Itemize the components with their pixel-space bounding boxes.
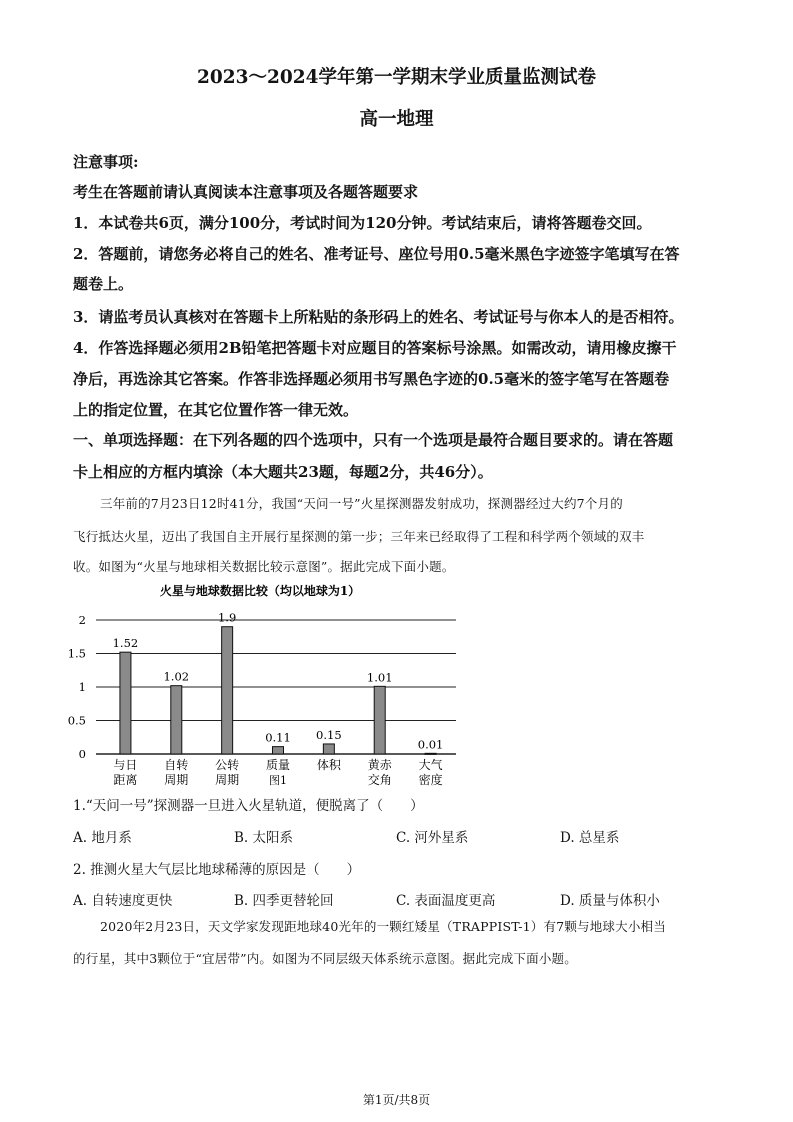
question-1-option-b[interactable]: B. 太阳系 (234, 830, 294, 846)
x-tick-label: 黄赤 (367, 758, 392, 772)
bar-2 (222, 627, 233, 754)
notice-item-3: 3．请监考员认真核对在答题卡上所粘贴的条形码上的姓名、考试证号与你本人的是否相符。 (73, 308, 684, 326)
y-tick-label: 0 (78, 747, 86, 761)
y-tick-label: 1.5 (67, 646, 86, 661)
question-1-option-c[interactable]: C. 河外星系 (396, 830, 469, 846)
bar-value-label: 0.15 (316, 727, 342, 742)
page-number: 第1页/共8页 (362, 1093, 431, 1107)
section-heading-line-1: 一、单项选择题：在下列各题的四个选项中，只有一个选项是最符合题目要求的。请在答题 (73, 431, 674, 449)
passage-2-line-1: 2020年2月23日，天文学家发现距地球40光年的一颗红矮星（TRAPPIST-1）有7颗与地球大小相当 (100, 919, 666, 934)
notice-heading: 注意事项: (73, 153, 139, 171)
question-2-option-b[interactable]: B. 四季更替轮回 (234, 893, 334, 909)
bar-3 (273, 747, 284, 754)
x-tick-label-line-2: 交角 (367, 773, 392, 787)
subject-title: 高一地理 (359, 109, 434, 130)
bar-6 (425, 753, 436, 754)
bar-5 (374, 686, 385, 754)
x-tick-label-line-2: 密度 (418, 773, 443, 787)
passage-2-line-2: 的行星，其中3颗位于“宜居带”内。如图为不同层级天体系统示意图。据此完成下面小题。 (73, 951, 577, 966)
notice-item-4-line-1: 4．作答选择题必须用2B铅笔把答题卡对应题目的答案标号涂黑。如需改动，请用橡皮擦干 (73, 339, 677, 357)
y-tick-label: 1 (78, 680, 86, 694)
x-tick-label-line-2: 周期 (164, 773, 189, 787)
question-1-stem: 1.“天问一号”探测器一旦进入火星轨道，便脱离了（ ） (73, 798, 424, 814)
figure-label: 图1 (269, 774, 287, 787)
notice-item-2-line-2: 题卷上。 (73, 275, 134, 293)
question-2-option-a[interactable]: A. 自转速度更快 (73, 893, 173, 909)
notice-item-1: 1．本试卷共6页，满分100分，考试时间为120分钟。考试结束后，请将答题卷交回。 (73, 214, 652, 232)
exam-title: 2023～2024学年第一学期末学业质量监测试卷 (197, 67, 596, 88)
question-2-option-d[interactable]: D. 质量与体积小 (560, 893, 660, 909)
bar-value-label: 1.02 (163, 669, 190, 684)
notice-item-4-line-3: 上的指定位置，在其它位置作答一律无效。 (73, 401, 359, 419)
bar-1 (171, 686, 182, 754)
question-1-option-d[interactable]: D. 总星系 (560, 830, 620, 846)
y-tick-label: 2 (78, 613, 86, 627)
bar-value-label: 0.11 (265, 730, 291, 745)
section-heading-line-2: 卡上相应的方框内填涂（本大题共23题，每题2分，共46分）。 (73, 463, 493, 481)
x-tick-label-line-2: 周期 (215, 773, 240, 787)
x-tick-label-line-2: 距离 (113, 773, 138, 787)
x-tick-label: 与日 (113, 758, 138, 772)
x-tick-label: 质量 (265, 758, 291, 772)
x-tick-label: 公转 (215, 758, 240, 772)
bar-value-label: 0.01 (417, 737, 444, 752)
notice-intro: 考生在答题前请认真阅读本注意事项及各题答题要求 (73, 183, 419, 201)
notice-item-2-line-1: 2．答题前，请您务必将自己的姓名、准考证号、座位号用0.5毫米黑色字迹签字笔填写在答 (73, 245, 680, 263)
x-tick-label: 体积 (316, 758, 341, 772)
passage-1-line-1: 三年前的7月23日12时41分，我国“天问一号”火星探测器发射成功，探测器经过大约7个月的 (100, 496, 623, 511)
y-tick-label: 0.5 (67, 713, 86, 728)
bar-value-label: 1.52 (112, 636, 139, 651)
x-tick-label: 大气 (418, 758, 443, 772)
bar-0 (120, 652, 131, 754)
passage-1-line-2: 飞行抵达火星，迈出了我国自主开展行星探测的第一步；三年来已经取得了工程和科学两个领域的双丰 (73, 529, 645, 544)
mars-earth-comparison-chart (60, 578, 460, 790)
passage-1-line-3: 收。如图为“火星与地球相关数据比较示意图”。据此完成下面小题。 (73, 559, 455, 574)
question-1-option-a[interactable]: A. 地月系 (73, 830, 132, 846)
question-2-stem: 2. 推测火星大气层比地球稀薄的原因是（ ） (73, 862, 361, 878)
chart-title: 火星与地球数据比较（均以地球为1） (159, 584, 361, 598)
bar-4 (323, 744, 334, 754)
bar-value-label: 1.9 (217, 610, 237, 625)
x-tick-label: 自转 (164, 758, 189, 772)
notice-item-4-line-2: 净后，再选涂其它答案。作答非选择题必须用书写黑色字迹的0.5毫米的签字笔写在答题卷 (73, 370, 670, 388)
question-2-option-c[interactable]: C. 表面温度更高 (396, 893, 496, 909)
bar-value-label: 1.01 (366, 670, 393, 685)
